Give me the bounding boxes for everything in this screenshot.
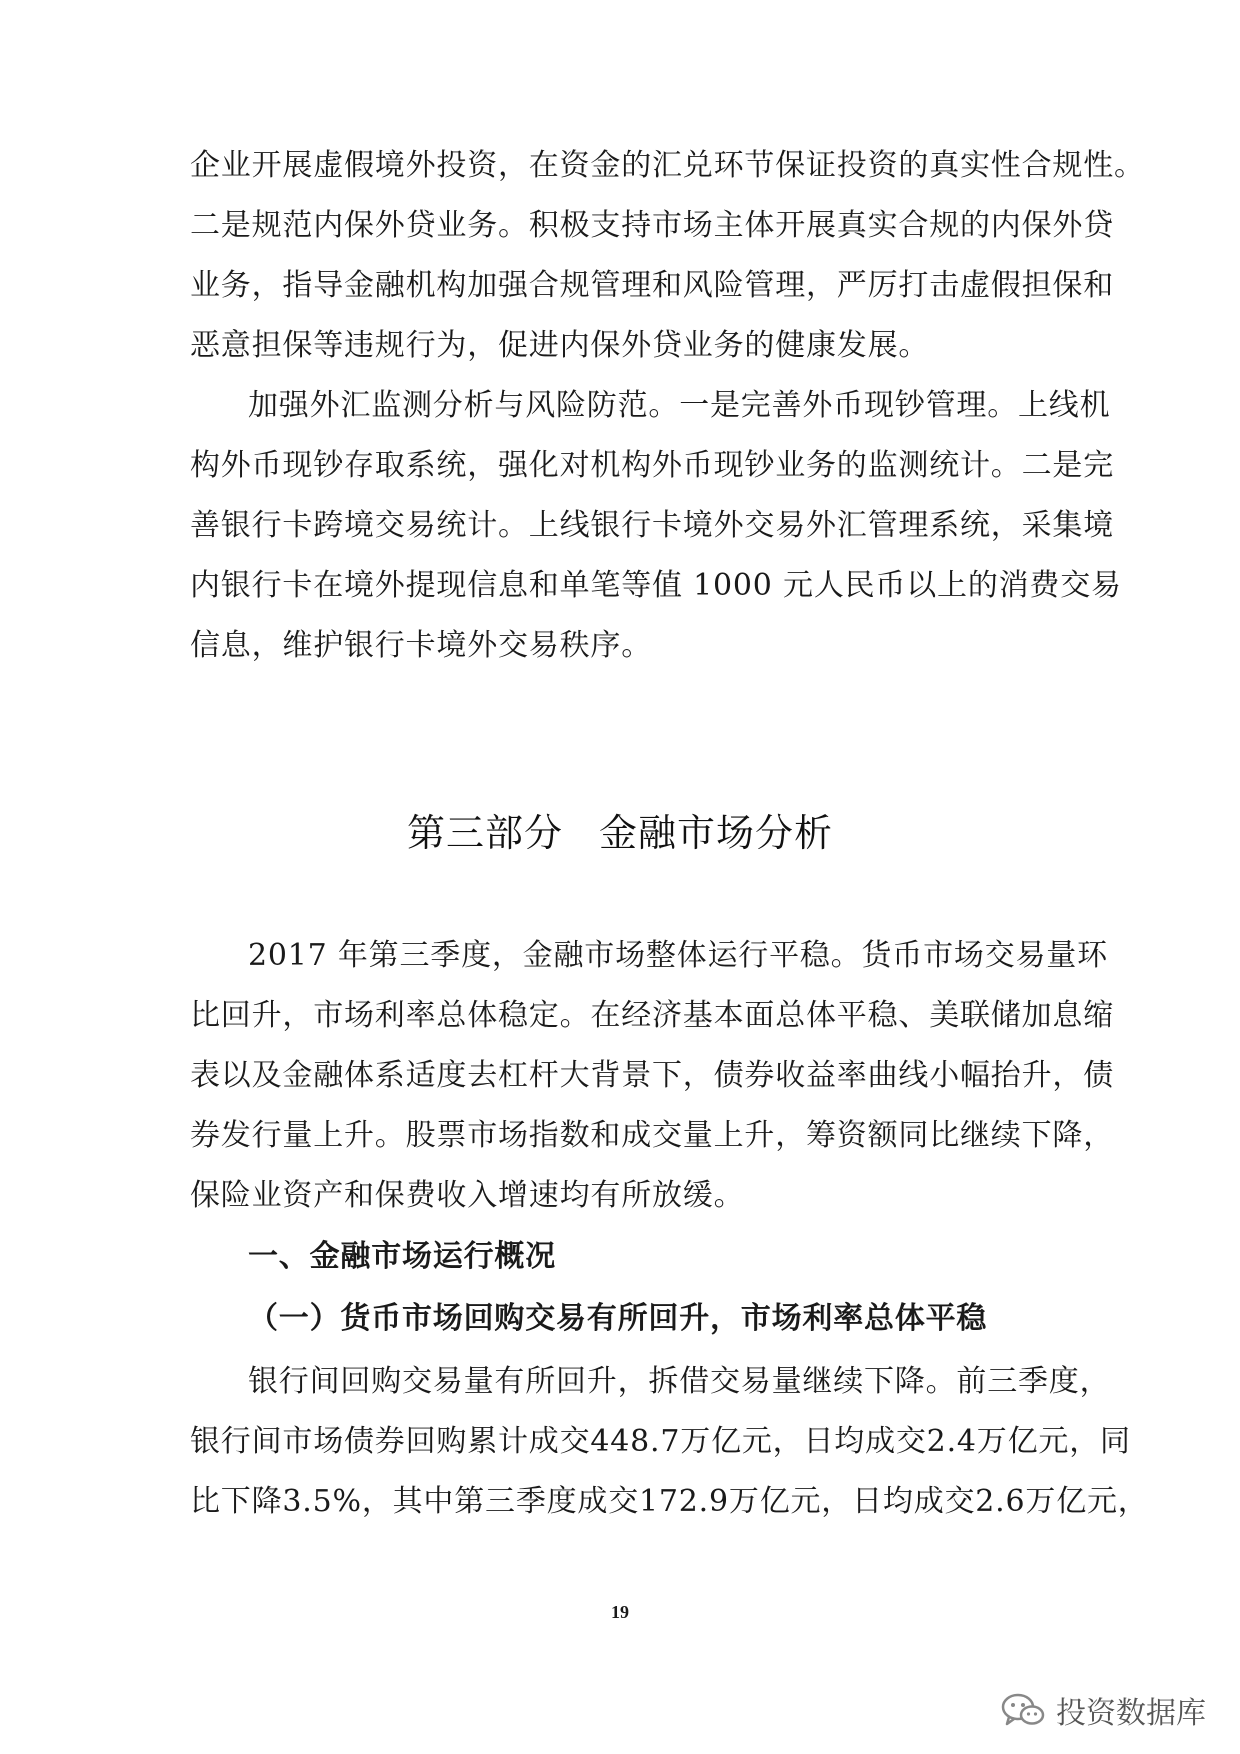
paragraph-line: 银行间市场债券回购累计成交448.7万亿元，日均成交2.4万亿元，同 xyxy=(190,1424,1131,1459)
paragraph-line: 银行间回购交易量有所回升，拆借交易量继续下降。前三季度， xyxy=(248,1364,1111,1399)
paragraph-line: 构外币现钞存取系统，强化对机构外币现钞业务的监测统计。二是完 xyxy=(190,448,1114,483)
watermark-text: 投资数据库 xyxy=(1056,1696,1206,1731)
paragraph-line: 企业开展虚假境外投资，在资金的汇兑环节保证投资的真实性合规性。 xyxy=(190,148,1145,183)
paragraph-line: 善银行卡跨境交易统计。上线银行卡境外交易外汇管理系统，采集境 xyxy=(190,508,1114,543)
paragraph-line: 表以及金融体系适度去杠杆大背景下，债券收益率曲线小幅抬升，债 xyxy=(190,1058,1114,1093)
page-number: 19 xyxy=(611,1602,629,1622)
paragraph-line: 业务，指导金融机构加强合规管理和风险管理，严厉打击虚假担保和 xyxy=(190,268,1114,303)
paragraph-line: 2017 年第三季度，金融市场整体运行平稳。货币市场交易量环 xyxy=(248,938,1108,973)
paragraph-line: 券发行量上升。股票市场指数和成交量上升，筹资额同比继续下降， xyxy=(190,1118,1114,1153)
paragraph-line: 信息，维护银行卡境外交易秩序。 xyxy=(190,628,652,663)
paragraph-line: 恶意担保等违规行为，促进内保外贷业务的健康发展。 xyxy=(190,328,930,363)
paragraph-line: 内银行卡在境外提现信息和单笔等值 1000 元人民币以上的消费交易 xyxy=(190,568,1122,603)
wechat-icon xyxy=(1000,1691,1046,1729)
section-title xyxy=(0,808,1240,858)
section-title-part: 第三部分 xyxy=(406,811,563,855)
heading-level1: 一、金融市场运行概况 xyxy=(248,1239,556,1274)
heading-level2: （一）货币市场回购交易有所回升，市场利率总体平稳 xyxy=(248,1301,988,1336)
paragraph-line: 比下降3.5%，其中第三季度成交172.9万亿元，日均成交2.6万亿元， xyxy=(190,1484,1149,1519)
watermark xyxy=(1000,1690,1206,1730)
paragraph-line: 加强外汇监测分析与风险防范。一是完善外币现钞管理。上线机 xyxy=(248,388,1111,423)
paragraph-line: 二是规范内保外贷业务。积极支持市场主体开展真实合规的内保外贷 xyxy=(190,208,1114,243)
section-title-name: 金融市场分析 xyxy=(599,811,834,855)
paragraph-line: 保险业资产和保费收入增速均有所放缓。 xyxy=(190,1178,745,1213)
paragraph-line: 比回升，市场利率总体稳定。在经济基本面总体平稳、美联储加息缩 xyxy=(190,998,1114,1033)
